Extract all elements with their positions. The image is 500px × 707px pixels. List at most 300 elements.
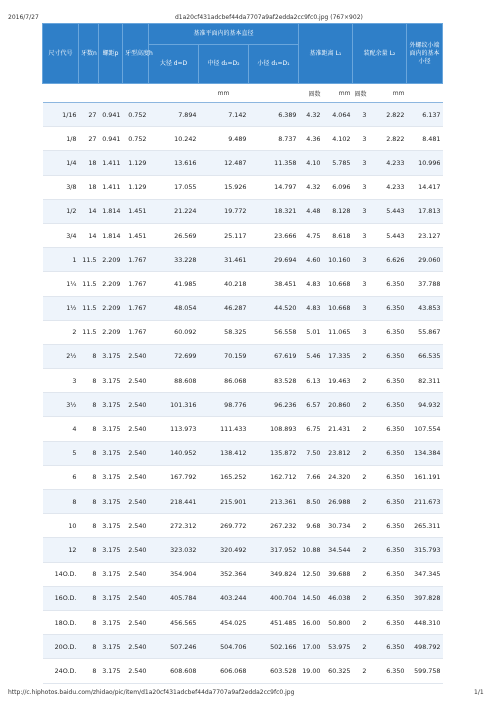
cell-allow-mm: 6.350 bbox=[369, 562, 407, 586]
cell-pitch: 3.175 bbox=[99, 514, 123, 538]
table-row bbox=[43, 441, 443, 465]
cell-pitch: 3.175 bbox=[99, 659, 123, 683]
cell-threads: 8 bbox=[79, 441, 99, 465]
cell-ext-minor: 8.481 bbox=[407, 127, 443, 151]
cell-ext-minor: 23.127 bbox=[407, 223, 443, 247]
cell-height: 1.129 bbox=[123, 151, 149, 175]
cell-ext-minor: 161.191 bbox=[407, 465, 443, 489]
cell-allow-turns: 3 bbox=[353, 175, 369, 199]
cell-size: 1/4 bbox=[43, 151, 79, 175]
cell-pitch-dia: 70.159 bbox=[199, 344, 249, 368]
cell-minor: 29.694 bbox=[249, 248, 299, 272]
cell-ext-minor: 55.867 bbox=[407, 320, 443, 344]
cell-pitch: 1.411 bbox=[99, 151, 123, 175]
cell-gauge-turns: 14.50 bbox=[299, 586, 323, 610]
unit-mm: mm bbox=[149, 84, 299, 103]
cell-major: 405.784 bbox=[149, 586, 199, 610]
cell-major: 323.032 bbox=[149, 538, 199, 562]
cell-ext-minor: 29.060 bbox=[407, 248, 443, 272]
cell-minor: 400.704 bbox=[249, 586, 299, 610]
cell-ext-minor: 43.853 bbox=[407, 296, 443, 320]
table-row bbox=[43, 635, 443, 659]
cell-gauge-mm: 8.618 bbox=[323, 223, 353, 247]
cell-minor: 83.528 bbox=[249, 369, 299, 393]
cell-pitch: 3.175 bbox=[99, 393, 123, 417]
browser-footer-page-number: 1/1 bbox=[474, 689, 484, 696]
cell-ext-minor: 37.788 bbox=[407, 272, 443, 296]
cell-pitch-dia: 25.117 bbox=[199, 223, 249, 247]
cell-pitch: 3.175 bbox=[99, 465, 123, 489]
cell-height: 2.540 bbox=[123, 344, 149, 368]
cell-pitch-dia: 40.218 bbox=[199, 272, 249, 296]
cell-threads: 8 bbox=[79, 538, 99, 562]
cell-allow-turns: 3 bbox=[353, 103, 369, 127]
cell-size: 1/16 bbox=[43, 103, 79, 127]
cell-minor: 11.358 bbox=[249, 151, 299, 175]
cell-size: 1/8 bbox=[43, 127, 79, 151]
cell-pitch: 3.175 bbox=[99, 417, 123, 441]
cell-pitch: 1.814 bbox=[99, 199, 123, 223]
cell-allow-mm: 2.822 bbox=[369, 127, 407, 151]
table-row bbox=[43, 586, 443, 610]
cell-ext-minor: 498.792 bbox=[407, 635, 443, 659]
cell-allow-mm: 5.443 bbox=[369, 199, 407, 223]
cell-allow-mm: 4.233 bbox=[369, 175, 407, 199]
cell-threads: 27 bbox=[79, 127, 99, 151]
cell-pitch: 1.411 bbox=[99, 175, 123, 199]
cell-gauge-turns: 16.00 bbox=[299, 610, 323, 634]
cell-pitch-dia: 7.142 bbox=[199, 103, 249, 127]
cell-major: 88.608 bbox=[149, 369, 199, 393]
cell-allow-mm: 6.350 bbox=[369, 272, 407, 296]
cell-gauge-mm: 24.320 bbox=[323, 465, 353, 489]
cell-pitch-dia: 98.776 bbox=[199, 393, 249, 417]
cell-allow-turns: 3 bbox=[353, 248, 369, 272]
cell-pitch-dia: 606.068 bbox=[199, 659, 249, 683]
cell-gauge-turns: 7.66 bbox=[299, 465, 323, 489]
cell-minor: 502.166 bbox=[249, 635, 299, 659]
cell-height: 1.451 bbox=[123, 199, 149, 223]
table-row bbox=[43, 175, 443, 199]
cell-ext-minor: 397.828 bbox=[407, 586, 443, 610]
cell-size: 3½ bbox=[43, 393, 79, 417]
cell-gauge-turns: 8.50 bbox=[299, 490, 323, 514]
cell-gauge-mm: 34.544 bbox=[323, 538, 353, 562]
cell-size: 2½ bbox=[43, 344, 79, 368]
cell-gauge-turns: 6.13 bbox=[299, 369, 323, 393]
table-row bbox=[43, 223, 443, 247]
cell-minor: 162.712 bbox=[249, 465, 299, 489]
cell-pitch-dia: 58.325 bbox=[199, 320, 249, 344]
cell-pitch-dia: 165.252 bbox=[199, 465, 249, 489]
cell-allow-turns: 3 bbox=[353, 199, 369, 223]
cell-size: 4 bbox=[43, 417, 79, 441]
cell-threads: 18 bbox=[79, 151, 99, 175]
header-gauge-length: 基准距离 L₁ bbox=[299, 24, 353, 84]
cell-size: 16O.D. bbox=[43, 586, 79, 610]
cell-gauge-mm: 60.325 bbox=[323, 659, 353, 683]
cell-major: 26.569 bbox=[149, 223, 199, 247]
cell-allow-turns: 3 bbox=[353, 151, 369, 175]
cell-threads: 8 bbox=[79, 635, 99, 659]
cell-pitch-dia: 215.901 bbox=[199, 490, 249, 514]
cell-pitch-dia: 454.025 bbox=[199, 610, 249, 634]
cell-pitch-dia: 46.287 bbox=[199, 296, 249, 320]
table-row bbox=[43, 562, 443, 586]
cell-allow-turns: 2 bbox=[353, 610, 369, 634]
cell-pitch: 3.175 bbox=[99, 586, 123, 610]
table-row bbox=[43, 151, 443, 175]
cell-gauge-turns: 7.50 bbox=[299, 441, 323, 465]
cell-threads: 8 bbox=[79, 659, 99, 683]
header-ext-minor-diameter: 外螺纹小端面内的基本小径 bbox=[407, 24, 443, 84]
cell-threads: 8 bbox=[79, 393, 99, 417]
cell-major: 113.973 bbox=[149, 417, 199, 441]
cell-size: 6 bbox=[43, 465, 79, 489]
cell-gauge-mm: 30.734 bbox=[323, 514, 353, 538]
table-row bbox=[43, 103, 443, 127]
cell-allow-mm: 6.350 bbox=[369, 586, 407, 610]
cell-allow-turns: 3 bbox=[353, 320, 369, 344]
cell-allow-turns: 3 bbox=[353, 272, 369, 296]
cell-height: 2.540 bbox=[123, 586, 149, 610]
cell-gauge-turns: 4.60 bbox=[299, 248, 323, 272]
cell-ext-minor: 10.996 bbox=[407, 151, 443, 175]
cell-size: 3/8 bbox=[43, 175, 79, 199]
cell-pitch-dia: 19.772 bbox=[199, 199, 249, 223]
cell-ext-minor: 94.932 bbox=[407, 393, 443, 417]
cell-major: 354.904 bbox=[149, 562, 199, 586]
cell-size: 18O.D. bbox=[43, 610, 79, 634]
header-wrench-allowance: 装配余量 L₂ bbox=[353, 24, 407, 84]
cell-size: 1¼ bbox=[43, 272, 79, 296]
cell-pitch-dia: 504.706 bbox=[199, 635, 249, 659]
cell-ext-minor: 315.793 bbox=[407, 538, 443, 562]
cell-gauge-turns: 9.68 bbox=[299, 514, 323, 538]
cell-pitch-dia: 31.461 bbox=[199, 248, 249, 272]
cell-threads: 14 bbox=[79, 199, 99, 223]
cell-threads: 11.5 bbox=[79, 272, 99, 296]
table-row bbox=[43, 465, 443, 489]
cell-size: 3 bbox=[43, 369, 79, 393]
cell-gauge-turns: 5.01 bbox=[299, 320, 323, 344]
header-minor-diameter: 小径 d₁=D₁ bbox=[249, 45, 299, 84]
cell-size: 20O.D. bbox=[43, 635, 79, 659]
cell-ext-minor: 599.758 bbox=[407, 659, 443, 683]
cell-allow-mm: 6.350 bbox=[369, 296, 407, 320]
cell-threads: 8 bbox=[79, 514, 99, 538]
cell-height: 2.540 bbox=[123, 369, 149, 393]
cell-threads: 18 bbox=[79, 175, 99, 199]
cell-threads: 11.5 bbox=[79, 296, 99, 320]
unit-turns-2: 圈数 bbox=[353, 84, 369, 103]
cell-pitch: 2.209 bbox=[99, 272, 123, 296]
cell-allow-turns: 2 bbox=[353, 562, 369, 586]
cell-gauge-mm: 39.688 bbox=[323, 562, 353, 586]
table-row bbox=[43, 393, 443, 417]
cell-size: 14O.D. bbox=[43, 562, 79, 586]
cell-threads: 27 bbox=[79, 103, 99, 127]
cell-major: 21.224 bbox=[149, 199, 199, 223]
cell-minor: 8.737 bbox=[249, 127, 299, 151]
cell-threads: 8 bbox=[79, 369, 99, 393]
cell-size: 1½ bbox=[43, 296, 79, 320]
cell-ext-minor: 66.535 bbox=[407, 344, 443, 368]
header-thread-height: 牙型高度h bbox=[123, 24, 149, 84]
cell-height: 1.129 bbox=[123, 175, 149, 199]
cell-pitch: 2.209 bbox=[99, 248, 123, 272]
table-row bbox=[43, 127, 443, 151]
cell-threads: 8 bbox=[79, 344, 99, 368]
browser-footer-url: http://c.hiphotos.baidu.com/zhidao/pic/item/d1a20cf431adcbef44da7707a9af2edda2cc9fc0.jpg bbox=[8, 689, 295, 696]
cell-minor: 6.389 bbox=[249, 103, 299, 127]
cell-gauge-mm: 46.038 bbox=[323, 586, 353, 610]
cell-allow-mm: 6.350 bbox=[369, 417, 407, 441]
cell-allow-mm: 6.350 bbox=[369, 320, 407, 344]
cell-major: 13.616 bbox=[149, 151, 199, 175]
table-row bbox=[43, 296, 443, 320]
cell-allow-mm: 6.626 bbox=[369, 248, 407, 272]
cell-major: 7.894 bbox=[149, 103, 199, 127]
cell-gauge-mm: 21.431 bbox=[323, 417, 353, 441]
cell-ext-minor: 82.311 bbox=[407, 369, 443, 393]
cell-major: 72.699 bbox=[149, 344, 199, 368]
cell-allow-mm: 2.822 bbox=[369, 103, 407, 127]
cell-threads: 8 bbox=[79, 490, 99, 514]
cell-gauge-turns: 10.88 bbox=[299, 538, 323, 562]
cell-allow-turns: 2 bbox=[353, 344, 369, 368]
cell-gauge-turns: 4.36 bbox=[299, 127, 323, 151]
cell-gauge-turns: 4.32 bbox=[299, 175, 323, 199]
cell-pitch-dia: 15.926 bbox=[199, 175, 249, 199]
table-row bbox=[43, 369, 443, 393]
cell-allow-turns: 3 bbox=[353, 223, 369, 247]
table-row bbox=[43, 514, 443, 538]
cell-major: 140.952 bbox=[149, 441, 199, 465]
cell-height: 2.540 bbox=[123, 538, 149, 562]
cell-gauge-turns: 4.83 bbox=[299, 296, 323, 320]
cell-minor: 603.528 bbox=[249, 659, 299, 683]
cell-allow-mm: 6.350 bbox=[369, 635, 407, 659]
cell-allow-turns: 2 bbox=[353, 417, 369, 441]
table-row bbox=[43, 320, 443, 344]
cell-major: 48.054 bbox=[149, 296, 199, 320]
cell-gauge-mm: 8.128 bbox=[323, 199, 353, 223]
cell-threads: 11.5 bbox=[79, 248, 99, 272]
header-major-diameter: 大径 d=D bbox=[149, 45, 199, 84]
cell-height: 2.540 bbox=[123, 393, 149, 417]
cell-major: 33.228 bbox=[149, 248, 199, 272]
cell-height: 1.767 bbox=[123, 296, 149, 320]
cell-major: 60.092 bbox=[149, 320, 199, 344]
cell-gauge-turns: 17.00 bbox=[299, 635, 323, 659]
cell-threads: 11.5 bbox=[79, 320, 99, 344]
cell-gauge-mm: 20.860 bbox=[323, 393, 353, 417]
cell-pitch-dia: 9.489 bbox=[199, 127, 249, 151]
cell-allow-turns: 2 bbox=[353, 465, 369, 489]
cell-allow-mm: 6.350 bbox=[369, 369, 407, 393]
cell-allow-turns: 3 bbox=[353, 127, 369, 151]
unit-mm-2: mm bbox=[323, 84, 353, 103]
cell-minor: 451.485 bbox=[249, 610, 299, 634]
cell-allow-mm: 6.350 bbox=[369, 465, 407, 489]
cell-height: 2.540 bbox=[123, 514, 149, 538]
cell-threads: 8 bbox=[79, 610, 99, 634]
cell-gauge-mm: 19.463 bbox=[323, 369, 353, 393]
cell-height: 1.767 bbox=[123, 248, 149, 272]
cell-minor: 108.893 bbox=[249, 417, 299, 441]
unit-turns: 圈数 bbox=[299, 84, 323, 103]
cell-threads: 8 bbox=[79, 586, 99, 610]
table-row bbox=[43, 272, 443, 296]
cell-gauge-turns: 5.46 bbox=[299, 344, 323, 368]
cell-threads: 14 bbox=[79, 223, 99, 247]
cell-allow-turns: 2 bbox=[353, 369, 369, 393]
cell-gauge-turns: 4.32 bbox=[299, 103, 323, 127]
cell-height: 2.540 bbox=[123, 465, 149, 489]
cell-gauge-mm: 6.096 bbox=[323, 175, 353, 199]
cell-height: 0.752 bbox=[123, 127, 149, 151]
table-row bbox=[43, 538, 443, 562]
cell-gauge-turns: 6.57 bbox=[299, 393, 323, 417]
cell-allow-mm: 4.233 bbox=[369, 151, 407, 175]
cell-height: 2.540 bbox=[123, 635, 149, 659]
cell-pitch-dia: 352.364 bbox=[199, 562, 249, 586]
cell-allow-turns: 2 bbox=[353, 659, 369, 683]
cell-height: 2.540 bbox=[123, 562, 149, 586]
cell-allow-mm: 5.443 bbox=[369, 223, 407, 247]
cell-gauge-mm: 23.812 bbox=[323, 441, 353, 465]
browser-header-date: 2016/7/27 bbox=[8, 14, 39, 21]
cell-pitch: 0.941 bbox=[99, 103, 123, 127]
table-row bbox=[43, 344, 443, 368]
cell-gauge-turns: 19.00 bbox=[299, 659, 323, 683]
cell-gauge-mm: 10.668 bbox=[323, 296, 353, 320]
cell-major: 10.242 bbox=[149, 127, 199, 151]
cell-pitch: 3.175 bbox=[99, 441, 123, 465]
table-row bbox=[43, 417, 443, 441]
cell-pitch: 3.175 bbox=[99, 635, 123, 659]
cell-ext-minor: 211.673 bbox=[407, 490, 443, 514]
cell-minor: 67.619 bbox=[249, 344, 299, 368]
cell-pitch: 3.175 bbox=[99, 610, 123, 634]
cell-allow-mm: 6.350 bbox=[369, 393, 407, 417]
cell-size: 8 bbox=[43, 490, 79, 514]
cell-major: 218.441 bbox=[149, 490, 199, 514]
cell-gauge-mm: 10.668 bbox=[323, 272, 353, 296]
cell-allow-turns: 2 bbox=[353, 393, 369, 417]
cell-pitch: 2.209 bbox=[99, 320, 123, 344]
cell-gauge-turns: 4.75 bbox=[299, 223, 323, 247]
cell-ext-minor: 6.137 bbox=[407, 103, 443, 127]
cell-allow-mm: 6.350 bbox=[369, 441, 407, 465]
pipe-thread-table bbox=[42, 23, 443, 684]
cell-pitch: 2.209 bbox=[99, 296, 123, 320]
cell-minor: 23.666 bbox=[249, 223, 299, 247]
cell-pitch: 1.814 bbox=[99, 223, 123, 247]
cell-gauge-mm: 4.064 bbox=[323, 103, 353, 127]
cell-ext-minor: 347.345 bbox=[407, 562, 443, 586]
cell-minor: 213.361 bbox=[249, 490, 299, 514]
cell-major: 272.312 bbox=[149, 514, 199, 538]
cell-height: 2.540 bbox=[123, 659, 149, 683]
cell-major: 17.055 bbox=[149, 175, 199, 199]
cell-size: 10 bbox=[43, 514, 79, 538]
cell-minor: 18.321 bbox=[249, 199, 299, 223]
cell-gauge-turns: 12.50 bbox=[299, 562, 323, 586]
cell-pitch-dia: 320.492 bbox=[199, 538, 249, 562]
cell-size: 1/2 bbox=[43, 199, 79, 223]
cell-pitch-dia: 111.433 bbox=[199, 417, 249, 441]
cell-pitch: 3.175 bbox=[99, 538, 123, 562]
cell-gauge-turns: 4.10 bbox=[299, 151, 323, 175]
cell-allow-turns: 2 bbox=[353, 441, 369, 465]
header-size-code: 尺寸代号 bbox=[43, 24, 79, 84]
cell-pitch-dia: 86.068 bbox=[199, 369, 249, 393]
cell-gauge-mm: 53.975 bbox=[323, 635, 353, 659]
cell-gauge-mm: 4.102 bbox=[323, 127, 353, 151]
cell-allow-turns: 2 bbox=[353, 586, 369, 610]
cell-height: 1.767 bbox=[123, 320, 149, 344]
cell-allow-turns: 2 bbox=[353, 514, 369, 538]
cell-ext-minor: 265.311 bbox=[407, 514, 443, 538]
cell-minor: 267.232 bbox=[249, 514, 299, 538]
cell-gauge-mm: 5.785 bbox=[323, 151, 353, 175]
cell-gauge-mm: 50.800 bbox=[323, 610, 353, 634]
cell-height: 1.767 bbox=[123, 272, 149, 296]
cell-size: 2 bbox=[43, 320, 79, 344]
cell-gauge-turns: 4.83 bbox=[299, 272, 323, 296]
cell-major: 167.792 bbox=[149, 465, 199, 489]
cell-allow-turns: 2 bbox=[353, 490, 369, 514]
cell-minor: 56.558 bbox=[249, 320, 299, 344]
browser-header-title: d1a20cf431adcbef44da7707a9af2edda2cc9fc0.jpg (767×902) bbox=[175, 14, 363, 21]
cell-ext-minor: 448.310 bbox=[407, 610, 443, 634]
cell-size: 5 bbox=[43, 441, 79, 465]
header-threads: 牙数n bbox=[79, 24, 99, 84]
cell-pitch-dia: 138.412 bbox=[199, 441, 249, 465]
header-basic-diameter-group: 基准平面内的基本直径 bbox=[149, 24, 299, 45]
cell-pitch-dia: 269.772 bbox=[199, 514, 249, 538]
header-pitch: 螺距p bbox=[99, 24, 123, 84]
table-row bbox=[43, 490, 443, 514]
cell-height: 2.540 bbox=[123, 417, 149, 441]
cell-threads: 8 bbox=[79, 417, 99, 441]
cell-minor: 349.824 bbox=[249, 562, 299, 586]
cell-minor: 44.520 bbox=[249, 296, 299, 320]
cell-size: 12 bbox=[43, 538, 79, 562]
cell-pitch: 3.175 bbox=[99, 344, 123, 368]
cell-ext-minor: 134.384 bbox=[407, 441, 443, 465]
cell-size: 3/4 bbox=[43, 223, 79, 247]
cell-threads: 8 bbox=[79, 562, 99, 586]
cell-major: 456.565 bbox=[149, 610, 199, 634]
cell-height: 1.451 bbox=[123, 223, 149, 247]
cell-major: 507.246 bbox=[149, 635, 199, 659]
cell-ext-minor: 17.813 bbox=[407, 199, 443, 223]
unit-mm-3: mm bbox=[369, 84, 407, 103]
cell-gauge-mm: 17.335 bbox=[323, 344, 353, 368]
cell-height: 2.540 bbox=[123, 490, 149, 514]
cell-allow-mm: 6.350 bbox=[369, 610, 407, 634]
header-pitch-diameter: 中径 d₂=D₂ bbox=[199, 45, 249, 84]
cell-size: 24O.D. bbox=[43, 659, 79, 683]
cell-pitch: 3.175 bbox=[99, 490, 123, 514]
cell-minor: 96.236 bbox=[249, 393, 299, 417]
cell-allow-turns: 2 bbox=[353, 538, 369, 562]
cell-size: 1 bbox=[43, 248, 79, 272]
cell-gauge-turns: 6.75 bbox=[299, 417, 323, 441]
